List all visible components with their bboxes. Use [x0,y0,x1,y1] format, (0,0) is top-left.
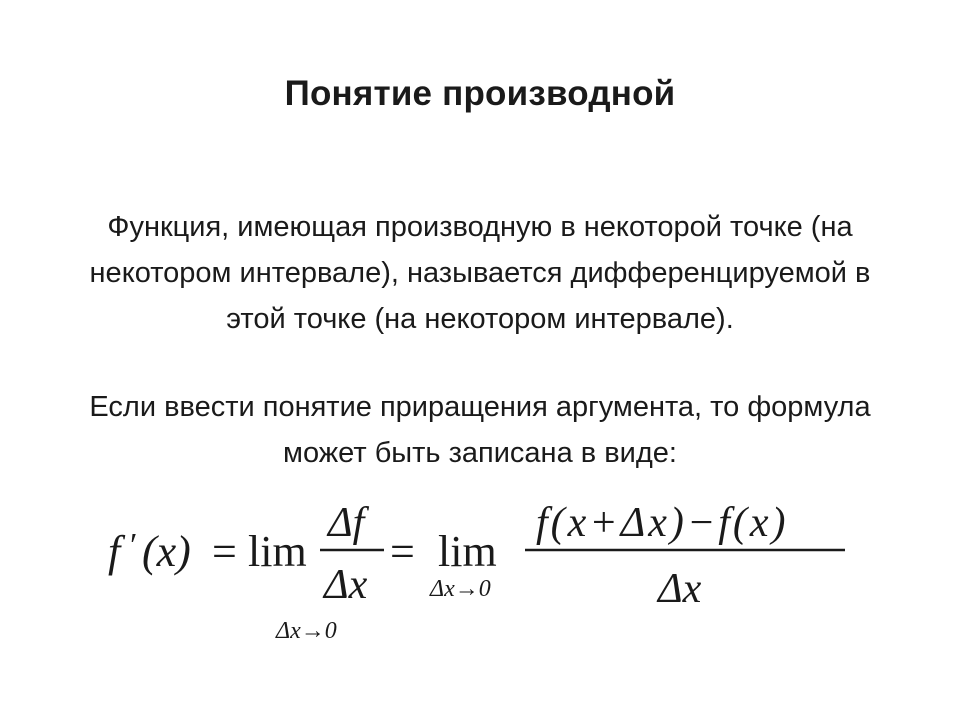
formula-equals-2: = [390,527,415,576]
increment-line-1: Если ввести понятие приращения аргумента, то формула [89,391,871,423]
definition-line-3: этой точке (на некотором интервале). [226,303,734,335]
definition-line-2: некотором интервале), называется дифференцируемой в [89,257,871,289]
formula-frac2-numerator: f(x+Δx)−f(x) [536,500,789,546]
formula-frac2-denominator: Δx [658,566,702,612]
formula-lhs-arg: (x) [142,527,191,576]
formula-lim-2-subscript: Δx→0 [430,576,491,602]
formula-lim-1-subscript: Δx→0 [276,618,337,644]
increment-paragraph [20,384,940,476]
derivative-formula [0,480,960,660]
formula-lhs-f: f [108,527,121,576]
formula-lim-2: lim [438,527,497,576]
increment-line-2: может быть записана в виде: [283,437,677,469]
formula-svg [0,480,960,660]
definition-paragraph [20,204,940,342]
formula-equals-1: = [212,527,237,576]
formula-frac1-denominator: Δx [324,562,368,608]
slide-title: Понятие производной [284,74,676,113]
formula-frac1-numerator: Δf [328,500,365,546]
formula-lhs-prime: ′ [130,527,138,564]
definition-line-1: Функция, имеющая производную в некоторой точке (на [107,211,853,243]
formula-lim-1: lim [248,527,307,576]
